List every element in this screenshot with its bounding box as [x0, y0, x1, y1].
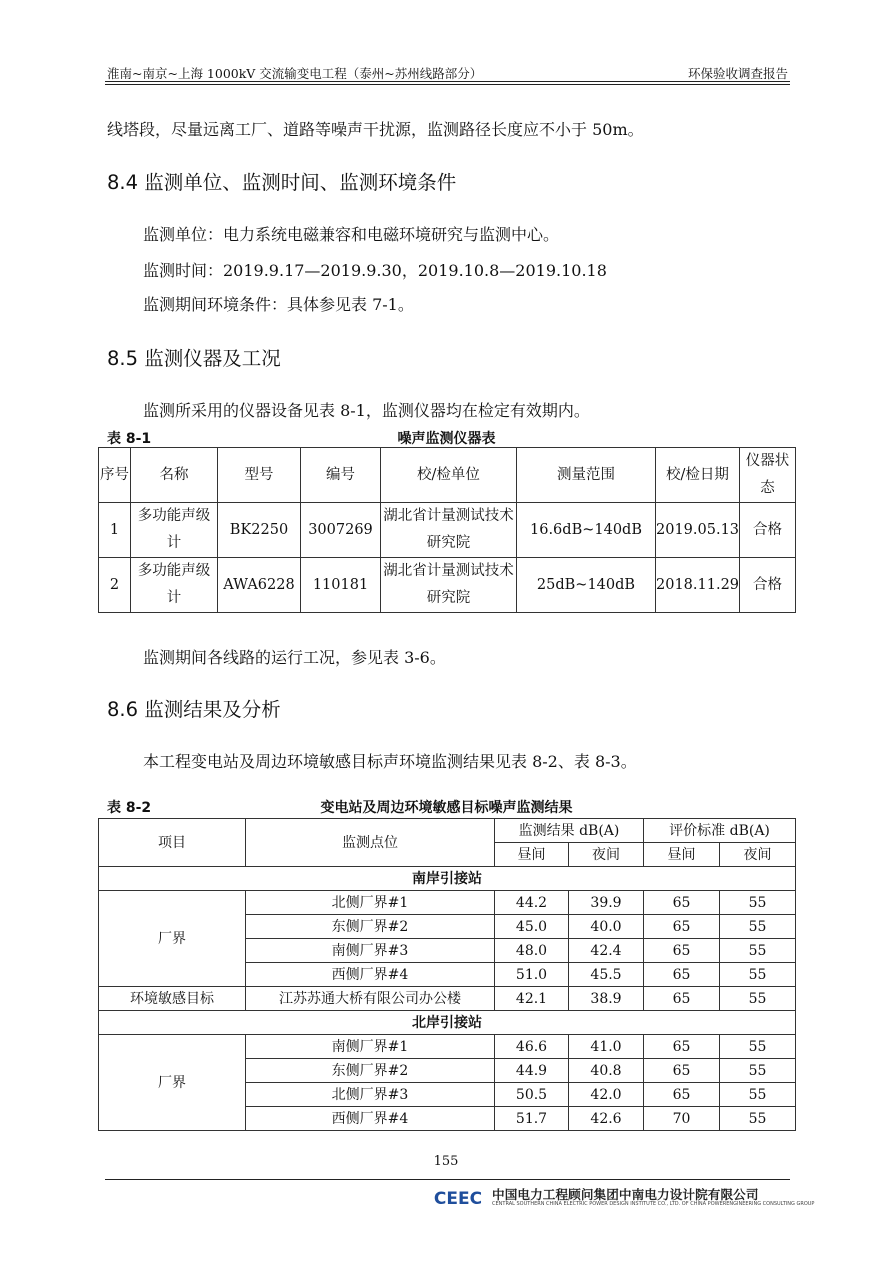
table-row	[99, 891, 796, 915]
cell-day-standard: 65	[644, 1059, 720, 1083]
cell-point: 东侧厂界#2	[246, 915, 495, 939]
cell-point: 南侧厂界#3	[246, 939, 495, 963]
footer-rule	[105, 1179, 790, 1180]
cell-night-standard: 55	[720, 963, 796, 987]
cell-day-result: 50.5	[495, 1083, 569, 1107]
cell-night-result: 42.0	[569, 1083, 644, 1107]
col-header-seq: 序号	[99, 448, 131, 503]
cell-night-standard: 55	[720, 1059, 796, 1083]
cell-status: 合格	[740, 558, 796, 613]
header-rule	[105, 81, 790, 82]
cell-seq: 1	[99, 503, 131, 558]
company-footer	[428, 1184, 815, 1214]
col-header-model: 型号	[218, 448, 301, 503]
cell-night-standard: 55	[720, 987, 796, 1011]
cell-day-result: 44.2	[495, 891, 569, 915]
cell-day-result: 51.0	[495, 963, 569, 987]
section-8-6-heading: 8.6 监测结果及分析	[107, 698, 281, 721]
page-number: 155	[433, 1154, 459, 1169]
cell-point: 南侧厂界#1	[246, 1035, 495, 1059]
section-label-south-station: 南岸引接站	[99, 867, 796, 891]
table-row	[99, 503, 796, 558]
cell-day-standard: 65	[644, 963, 720, 987]
monitoring-unit-text: 监测单位：电力系统电磁兼容和电磁环境研究与监测中心。	[143, 225, 560, 244]
cell-night-result: 40.8	[569, 1059, 644, 1083]
header-report-type: 环保验收调查报告	[687, 66, 788, 81]
logo-lettering: CEEC	[433, 1189, 483, 1209]
table-8-2-title: 变电站及周边环境敏感目标噪声监测结果	[320, 800, 573, 816]
cell-seq: 2	[99, 558, 131, 613]
cell-night-standard: 55	[720, 1083, 796, 1107]
cell-night-result: 40.0	[569, 915, 644, 939]
cell-status: 合格	[740, 503, 796, 558]
cell-night-result: 38.9	[569, 987, 644, 1011]
table-row	[99, 1035, 796, 1059]
intro-paragraph: 线塔段，尽量远离工厂、道路等噪声干扰源，监测路径长度应不小于 50m。	[107, 120, 644, 139]
cell-night-standard: 55	[720, 939, 796, 963]
cell-day-result: 44.9	[495, 1059, 569, 1083]
cell-day-standard: 65	[644, 987, 720, 1011]
cell-point: 东侧厂界#2	[246, 1059, 495, 1083]
cell-name: 多功能声级计	[131, 503, 218, 558]
section-8-5-heading: 8.5 监测仪器及工况	[107, 347, 281, 370]
cell-name: 多功能声级计	[131, 558, 218, 613]
monitoring-conditions-text: 监测期间环境条件：具体参见表 7-1。	[143, 295, 414, 314]
cell-day-result: 51.7	[495, 1107, 569, 1131]
cell-day-result: 42.1	[495, 987, 569, 1011]
cell-night-result: 42.4	[569, 939, 644, 963]
cell-point: 北侧厂界#3	[246, 1083, 495, 1107]
monitoring-time-text: 监测时间：2019.9.17—2019.9.30，2019.10.8—2019.10.18	[143, 261, 607, 280]
cell-day-result: 48.0	[495, 939, 569, 963]
col-header-calib-date: 校/检日期	[656, 448, 740, 503]
operating-conditions-paragraph: 监测期间各线路的运行工况，参见表 3-6。	[143, 648, 446, 667]
group-label-boundary: 厂界	[99, 1035, 246, 1131]
cell-point: 北侧厂界#1	[246, 891, 495, 915]
group-label-sensitive-target: 环境敏感目标	[99, 987, 246, 1011]
col-header-standard-day: 昼间	[644, 843, 720, 867]
col-header-calib-unit: 校/检单位	[381, 448, 517, 503]
cell-day-standard: 65	[644, 1083, 720, 1107]
section-label-north-station: 北岸引接站	[99, 1011, 796, 1035]
col-header-serial: 编号	[301, 448, 381, 503]
header-project-title: 淮南~南京~上海 1000kV 交流输变电工程（泰州~苏州线路部分）	[107, 66, 483, 81]
section-row-south	[99, 867, 796, 891]
cell-point: 西侧厂界#4	[246, 1107, 495, 1131]
cell-night-result: 41.0	[569, 1035, 644, 1059]
table-row	[99, 558, 796, 613]
col-header-range: 测量范围	[517, 448, 656, 503]
instruments-paragraph: 监测所采用的仪器设备见表 8-1，监测仪器均在检定有效期内。	[143, 401, 590, 420]
section-row-north	[99, 1011, 796, 1035]
cell-serial: 3007269	[301, 503, 381, 558]
cell-night-result: 42.6	[569, 1107, 644, 1131]
cell-calib-date: 2019.05.13	[656, 503, 740, 558]
col-header-standard-night: 夜间	[720, 843, 796, 867]
table-8-2-number: 表 8-2	[107, 800, 152, 816]
table-row	[99, 987, 796, 1011]
cell-calib-date: 2018.11.29	[656, 558, 740, 613]
cell-night-standard: 55	[720, 1035, 796, 1059]
col-header-name: 名称	[131, 448, 218, 503]
col-header-item: 项目	[99, 819, 246, 867]
cell-day-result: 45.0	[495, 915, 569, 939]
table-8-1-title: 噪声监测仪器表	[397, 431, 496, 447]
cell-night-result: 45.5	[569, 963, 644, 987]
cell-point: 西侧厂界#4	[246, 963, 495, 987]
cell-day-result: 46.6	[495, 1035, 569, 1059]
group-label-boundary: 厂界	[99, 891, 246, 987]
col-header-result-day: 昼间	[495, 843, 569, 867]
instrument-table	[98, 447, 796, 613]
col-header-point: 监测点位	[246, 819, 495, 867]
section-8-4-heading: 8.4 监测单位、监测时间、监测环境条件	[107, 171, 457, 194]
cell-night-standard: 55	[720, 915, 796, 939]
col-header-result: 监测结果 dB(A)	[495, 819, 644, 843]
cell-night-standard: 55	[720, 1107, 796, 1131]
col-header-result-night: 夜间	[569, 843, 644, 867]
cell-night-result: 39.9	[569, 891, 644, 915]
page-header	[105, 64, 790, 82]
cell-range: 25dB~140dB	[517, 558, 656, 613]
cell-model: AWA6228	[218, 558, 301, 613]
table-header-row	[99, 819, 796, 843]
col-header-standard: 评价标准 dB(A)	[644, 819, 796, 843]
cell-day-standard: 65	[644, 891, 720, 915]
header-rule-2	[105, 84, 790, 85]
table-header-row	[99, 448, 796, 503]
cell-day-standard: 65	[644, 915, 720, 939]
cell-night-standard: 55	[720, 891, 796, 915]
cell-calib-unit: 湖北省计量测试技术研究院	[381, 558, 517, 613]
ceec-logo-icon	[428, 1184, 488, 1210]
cell-point: 江苏苏通大桥有限公司办公楼	[246, 987, 495, 1011]
company-name-cn: 中国电力工程顾问集团中南电力设计院有限公司	[492, 1187, 759, 1202]
cell-day-standard: 65	[644, 1035, 720, 1059]
cell-day-standard: 70	[644, 1107, 720, 1131]
cell-range: 16.6dB~140dB	[517, 503, 656, 558]
noise-results-table	[98, 818, 796, 1131]
results-paragraph: 本工程变电站及周边环境敏感目标声环境监测结果见表 8-2、表 8-3。	[143, 752, 637, 771]
cell-day-standard: 65	[644, 939, 720, 963]
cell-model: BK2250	[218, 503, 301, 558]
company-name-en: CENTRAL SOUTHERN CHINA ELECTRIC POWER DESIGN INSTITUTE CO., LTD. OF CHINA POWERENGINEERING CONSULTING GROUP	[492, 1201, 815, 1207]
col-header-status: 仪器状态	[740, 448, 796, 503]
cell-calib-unit: 湖北省计量测试技术研究院	[381, 503, 517, 558]
cell-serial: 110181	[301, 558, 381, 613]
table-8-1-number: 表 8-1	[107, 431, 152, 447]
